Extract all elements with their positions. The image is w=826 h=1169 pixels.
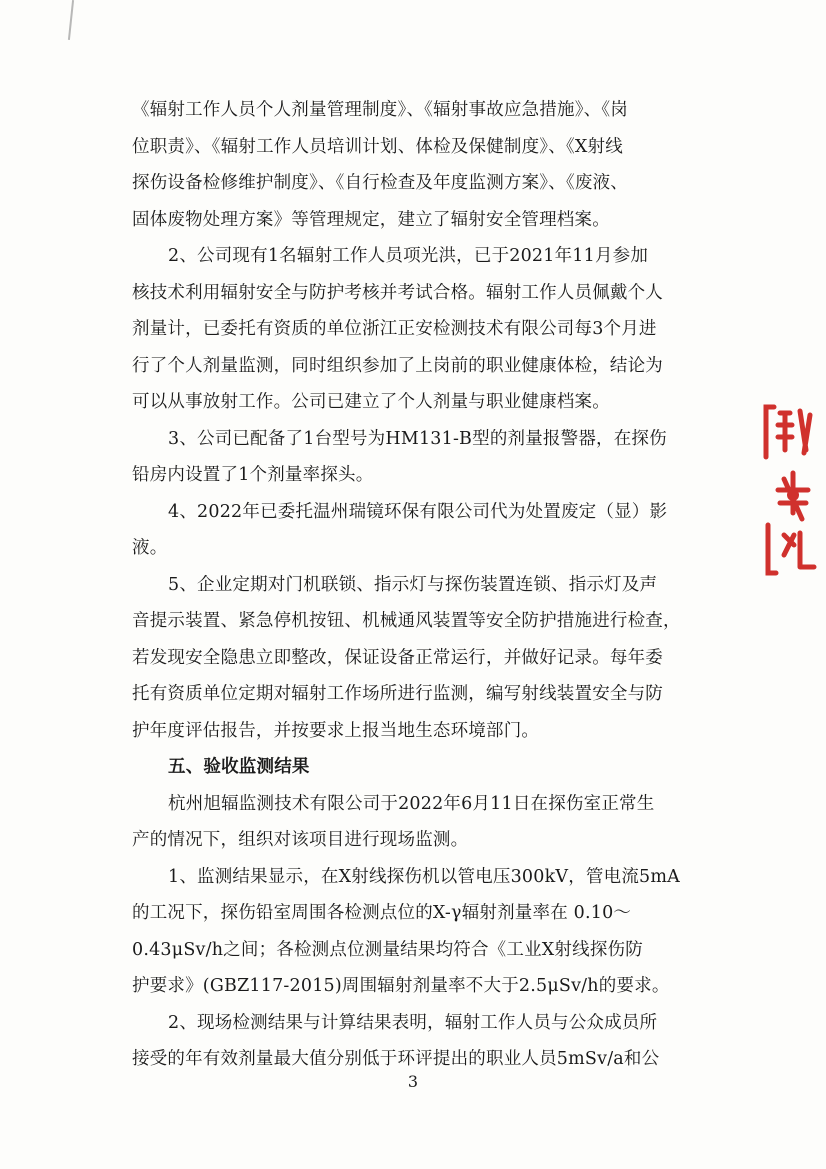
paragraph-start-line: 4、2022年已委托温州瑞镜环保有限公司代为处置废定（显）影 [168, 501, 668, 522]
text-line: 可以从事放射工作。公司已建立了个人剂量与职业健康档案。 [132, 392, 610, 412]
text-line: 护要求》(GBZ117-2015)周围辐射剂量率不大于2.5μSv/h的要求。 [132, 976, 670, 996]
red-seal-stamp [760, 395, 826, 585]
section-heading: 五、验收监测结果 [168, 757, 310, 777]
text-line: 0.43μSv/h之间；各检测点位测量结果均符合《工业X射线探伤防 [132, 939, 643, 960]
text-line: 铅房内设置了1个剂量率探头。 [132, 465, 374, 485]
text-line: 托有资质单位定期对辐射工作场所进行监测，编写射线装置安全与防 [132, 684, 663, 704]
text-line: 护年度评估报告，并按要求上报当地生态环境部门。 [132, 720, 540, 741]
paragraph-start-line: 杭州旭辐监测技术有限公司于2022年6月11日在探伤室正常生 [168, 793, 655, 814]
text-line: 《辐射工作人员个人剂量管理制度》、《辐射事故应急措施》、《岗 [132, 100, 628, 120]
text-line: 剂量计，已委托有资质的单位浙江正安检测技术有限公司每3个月进 [132, 319, 657, 339]
paragraph-start-line: 2、现场检测结果与计算结果表明，辐射工作人员与公众成员所 [168, 1012, 658, 1033]
text-line: 若发现安全隐患立即整改，保证设备正常运行，并做好记录。每年委 [132, 647, 663, 668]
text-line: 产的情况下，组织对该项目进行现场监测。 [132, 830, 469, 850]
paragraph-start-line: 2、公司现有1名辐射工作人员项光洪，已于2021年11月参加 [168, 246, 649, 266]
text-line: 位职责》、《辐射工作人员培训计划、体检及保健制度》、《X射线 [132, 136, 623, 157]
text-line: 行了个人剂量监测，同时组织参加了上岗前的职业健康体检，结论为 [132, 355, 663, 376]
paragraph-start-line: 1、监测结果显示，在X射线探伤机以管电压300kV，管电流5mA [168, 866, 681, 887]
paragraph-start-line: 3、公司已配备了1台型号为HM131-B型的剂量报警器，在探伤 [168, 428, 667, 449]
text-line: 液。 [132, 538, 168, 558]
paragraph-start-line: 5、企业定期对门机联锁、指示灯与探伤装置连锁、指示灯及声 [168, 574, 658, 595]
text-line: 音提示装置、紧急停机按钮、机械通风装置等安全防护措施进行检查， [132, 611, 681, 631]
text-line: 核技术利用辐射安全与防护考核并考试合格。辐射工作人员佩戴个人 [132, 282, 663, 303]
page-number: 3 [407, 1072, 419, 1091]
text-line: 的工况下，探伤铅室周围各检测点位的X-γ辐射剂量率在 0.10～ [132, 903, 632, 923]
body-text [132, 92, 692, 1078]
text-line: 固体废物处理方案》等管理规定，建立了辐射安全管理档案。 [132, 209, 610, 230]
scan-edge-mark [68, 0, 74, 40]
text-line: 探伤设备检修维护制度》、《自行检查及年度监测方案》、《废液、 [132, 173, 628, 193]
text-line: 接受的年有效剂量最大值分别低于环评提出的职业人员5mSv/a和公 [132, 1049, 660, 1069]
